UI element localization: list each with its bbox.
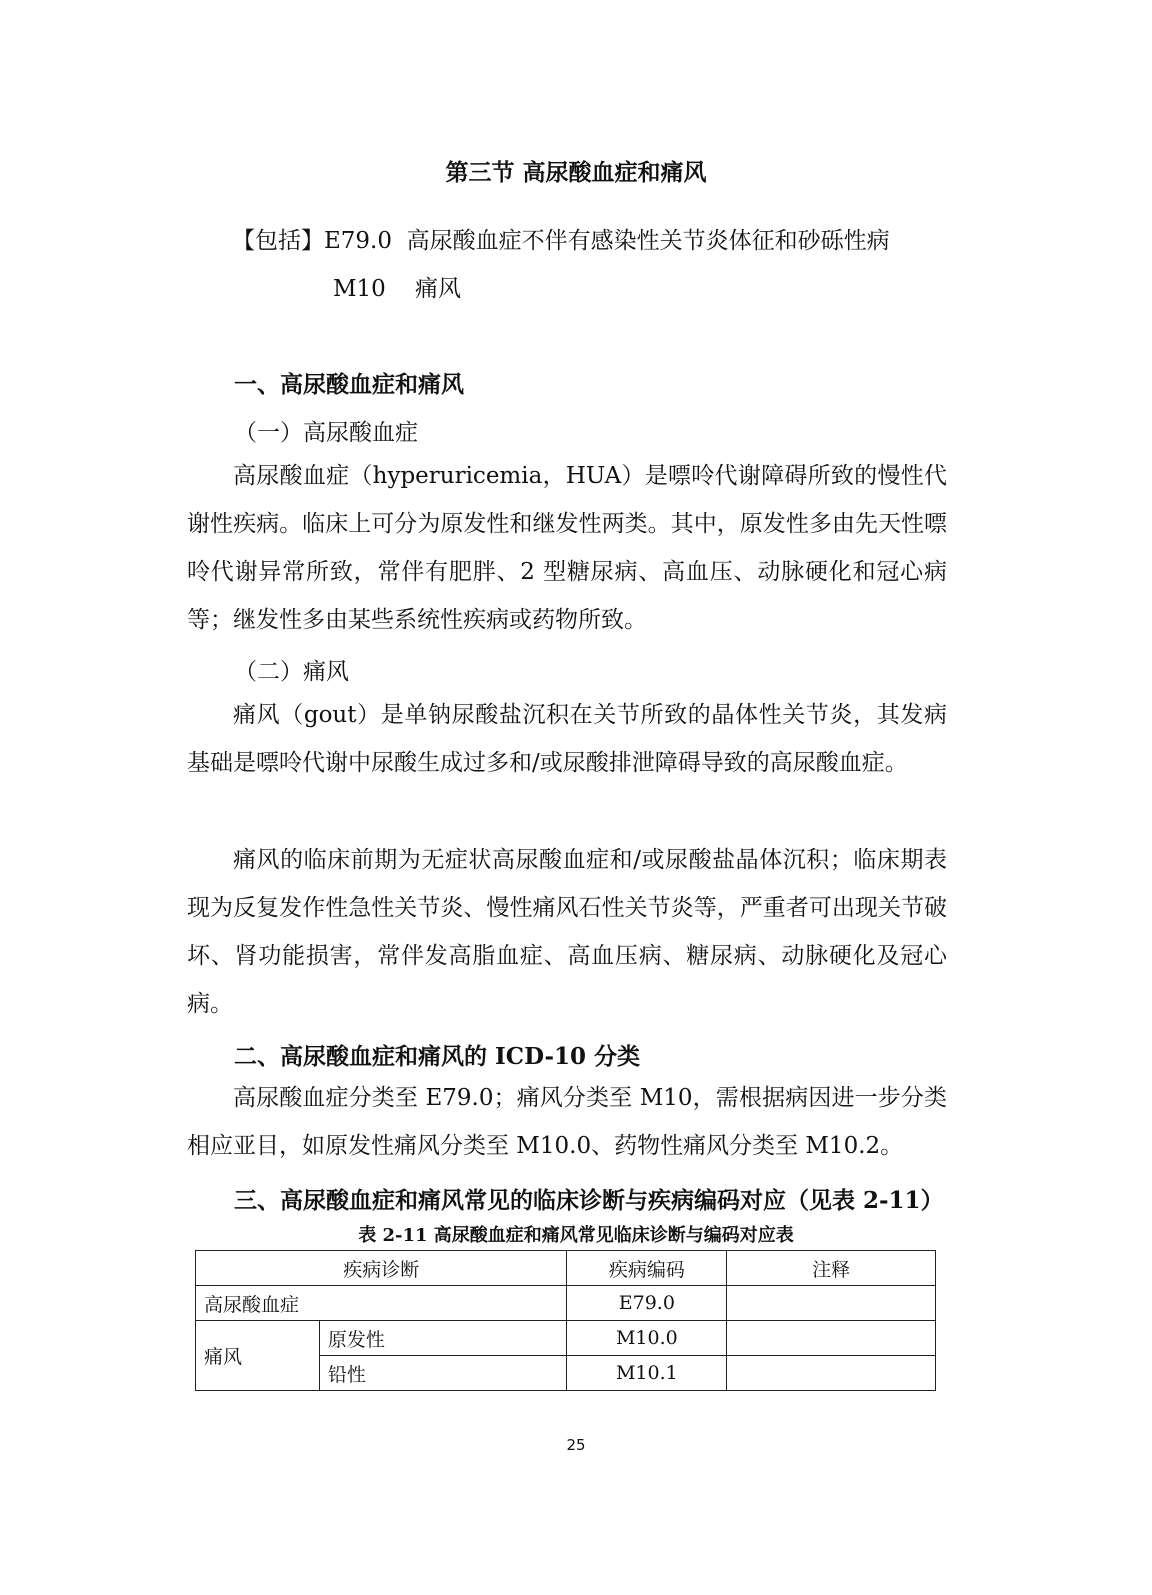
section-title: 第三节 高尿酸血症和痛风	[445, 159, 707, 186]
includes-label: 【包括】	[232, 228, 324, 254]
header-note: 注释	[727, 1251, 936, 1286]
cell-note	[727, 1321, 936, 1356]
heading-section-3: 三、高尿酸血症和痛风常见的临床诊断与疾病编码对应（见表 2-11）	[234, 1187, 944, 1214]
cell-subtype: 原发性	[319, 1321, 567, 1356]
diagnosis-code-table	[195, 1250, 936, 1391]
subheading-gout: （二）痛风	[234, 659, 349, 685]
cell-code: M10.0	[567, 1321, 727, 1356]
table-row	[196, 1321, 936, 1356]
header-diagnosis: 疾病诊断	[196, 1251, 567, 1286]
includes-line-1	[232, 222, 890, 255]
cell-diagnosis: 高尿酸血症	[196, 1286, 567, 1321]
cell-code: E79.0	[567, 1286, 727, 1321]
paragraph-hua: 高尿酸血症（hyperuricemia，HUA）是嘌呤代谢障碍所致的慢性代谢性疾病。临床上可分为原发性和继发性两类。其中，原发性多由先天性嘌呤代谢异常所致，常伴有肥胖、2 型糖尿病、高血压、动脉硬化和冠心病等；继发性多由某些系统性疾病或药物所致。	[187, 463, 947, 633]
cell-subtype: 铅性	[319, 1356, 567, 1391]
heading-section-1: 一、高尿酸血症和痛风	[234, 371, 464, 398]
includes-item-e79: E79.0 高尿酸血症不伴有感染性关节炎体征和砂砾性病	[324, 228, 890, 254]
page-number: 25	[566, 1436, 586, 1454]
table-header-row	[196, 1251, 936, 1286]
includes-item-m10: M10 痛风	[333, 276, 462, 302]
heading-section-2: 二、高尿酸血症和痛风的 ICD-10 分类	[234, 1043, 641, 1070]
table-row	[196, 1286, 936, 1321]
paragraph-icd-classification: 高尿酸血症分类至 E79.0；痛风分类至 M10，需根据病因进一步分类相应亚目，如原发性痛风分类至 M10.0、药物性痛风分类至 M10.2。	[187, 1085, 947, 1159]
cell-group-gout: 痛风	[196, 1321, 320, 1391]
table-caption: 表 2-11 高尿酸血症和痛风常见临床诊断与编码对应表	[358, 1225, 794, 1246]
subheading-hua: （一）高尿酸血症	[234, 420, 418, 446]
cell-note	[727, 1356, 936, 1391]
paragraph-gout-clinical: 痛风的临床前期为无症状高尿酸血症和/或尿酸盐晶体沉积；临床期表现为反复发作性急性关节炎、慢性痛风石性关节炎等，严重者可出现关节破坏、肾功能损害，常伴发高脂血症、高血压病、糖尿病、动脉硬化及冠心病。	[187, 847, 947, 1017]
cell-code: M10.1	[567, 1356, 727, 1391]
header-code: 疾病编码	[567, 1251, 727, 1286]
paragraph-gout-definition: 痛风（gout）是单钠尿酸盐沉积在关节所致的晶体性关节炎，其发病基础是嘌呤代谢中尿酸生成过多和/或尿酸排泄障碍导致的高尿酸血症。	[187, 702, 947, 776]
cell-note	[727, 1286, 936, 1321]
